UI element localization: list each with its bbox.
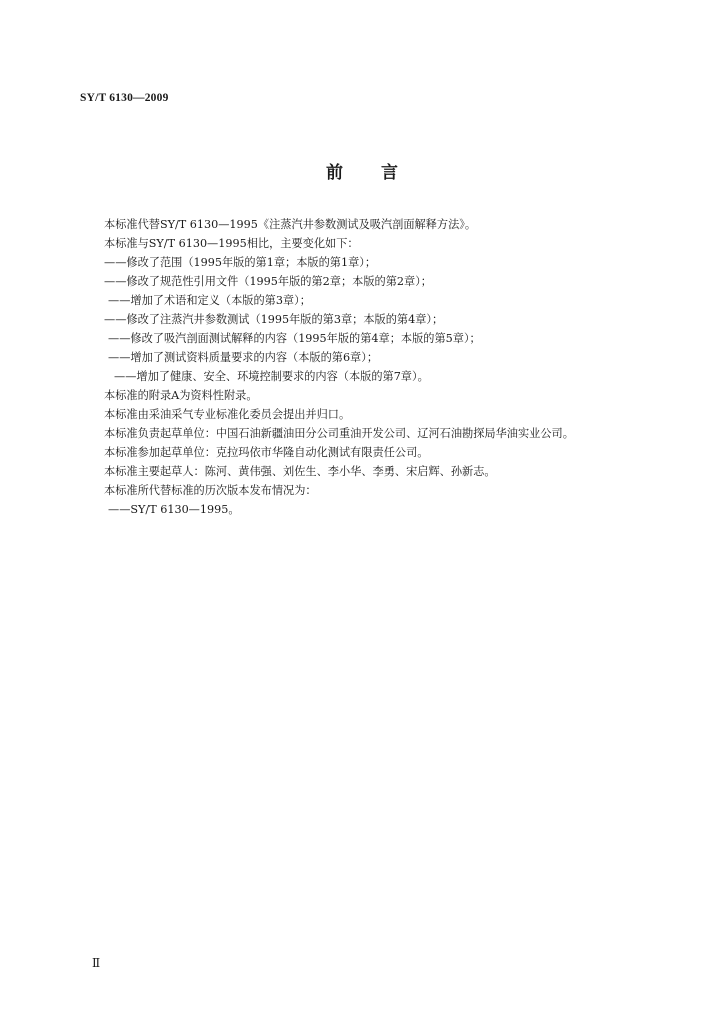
body-line: 本标准所代替标准的历次版本发布情况为： [104,484,317,497]
page-title: 前言 [326,163,436,183]
change-item: ——修改了吸汽剖面测试解释的内容（1995年版的第4章；本版的第5章）； [108,332,481,345]
body-line: 本标准的附录A为资料性附录。 [104,389,258,402]
change-item: ——修改了范围（1995年版的第1章；本版的第1章）； [104,256,377,269]
preface-body [104,215,684,519]
body-line: 本标准负责起草单位：中国石油新疆油田分公司重油开发公司、辽河石油勘探局华油实业公司。 [104,427,574,440]
body-line: 本标准参加起草单位：克拉玛依市华隆自动化测试有限责任公司。 [104,446,429,459]
document-header-code: SY/T 6130—2009 [80,92,169,104]
body-line: 本标准由采油采气专业标准化委员会提出并归口。 [104,408,351,421]
change-item: ——增加了测试资料质量要求的内容（本版的第6章）； [108,351,379,364]
body-line: 本标准代替SY/T 6130—1995《注蒸汽井参数测试及吸汽剖面解释方法》。 [104,218,477,231]
change-item: ——增加了术语和定义（本版的第3章）； [108,294,311,307]
change-item: ——修改了规范性引用文件（1995年版的第2章；本版的第2章）； [104,275,432,288]
page-number: Ⅱ [92,956,101,970]
change-item: ——修改了注蒸汽井参数测试（1995年版的第3章；本版的第4章）； [104,313,444,326]
change-item: ——增加了健康、安全、环境控制要求的内容（本版的第7章）。 [114,370,429,383]
change-item: ——SY/T 6130—1995。 [108,503,240,516]
body-line: 本标准与SY/T 6130—1995相比，主要变化如下： [104,237,359,250]
body-line: 本标准主要起草人：陈河、黄伟强、刘佐生、李小华、李勇、宋启辉、孙新志。 [104,465,496,478]
